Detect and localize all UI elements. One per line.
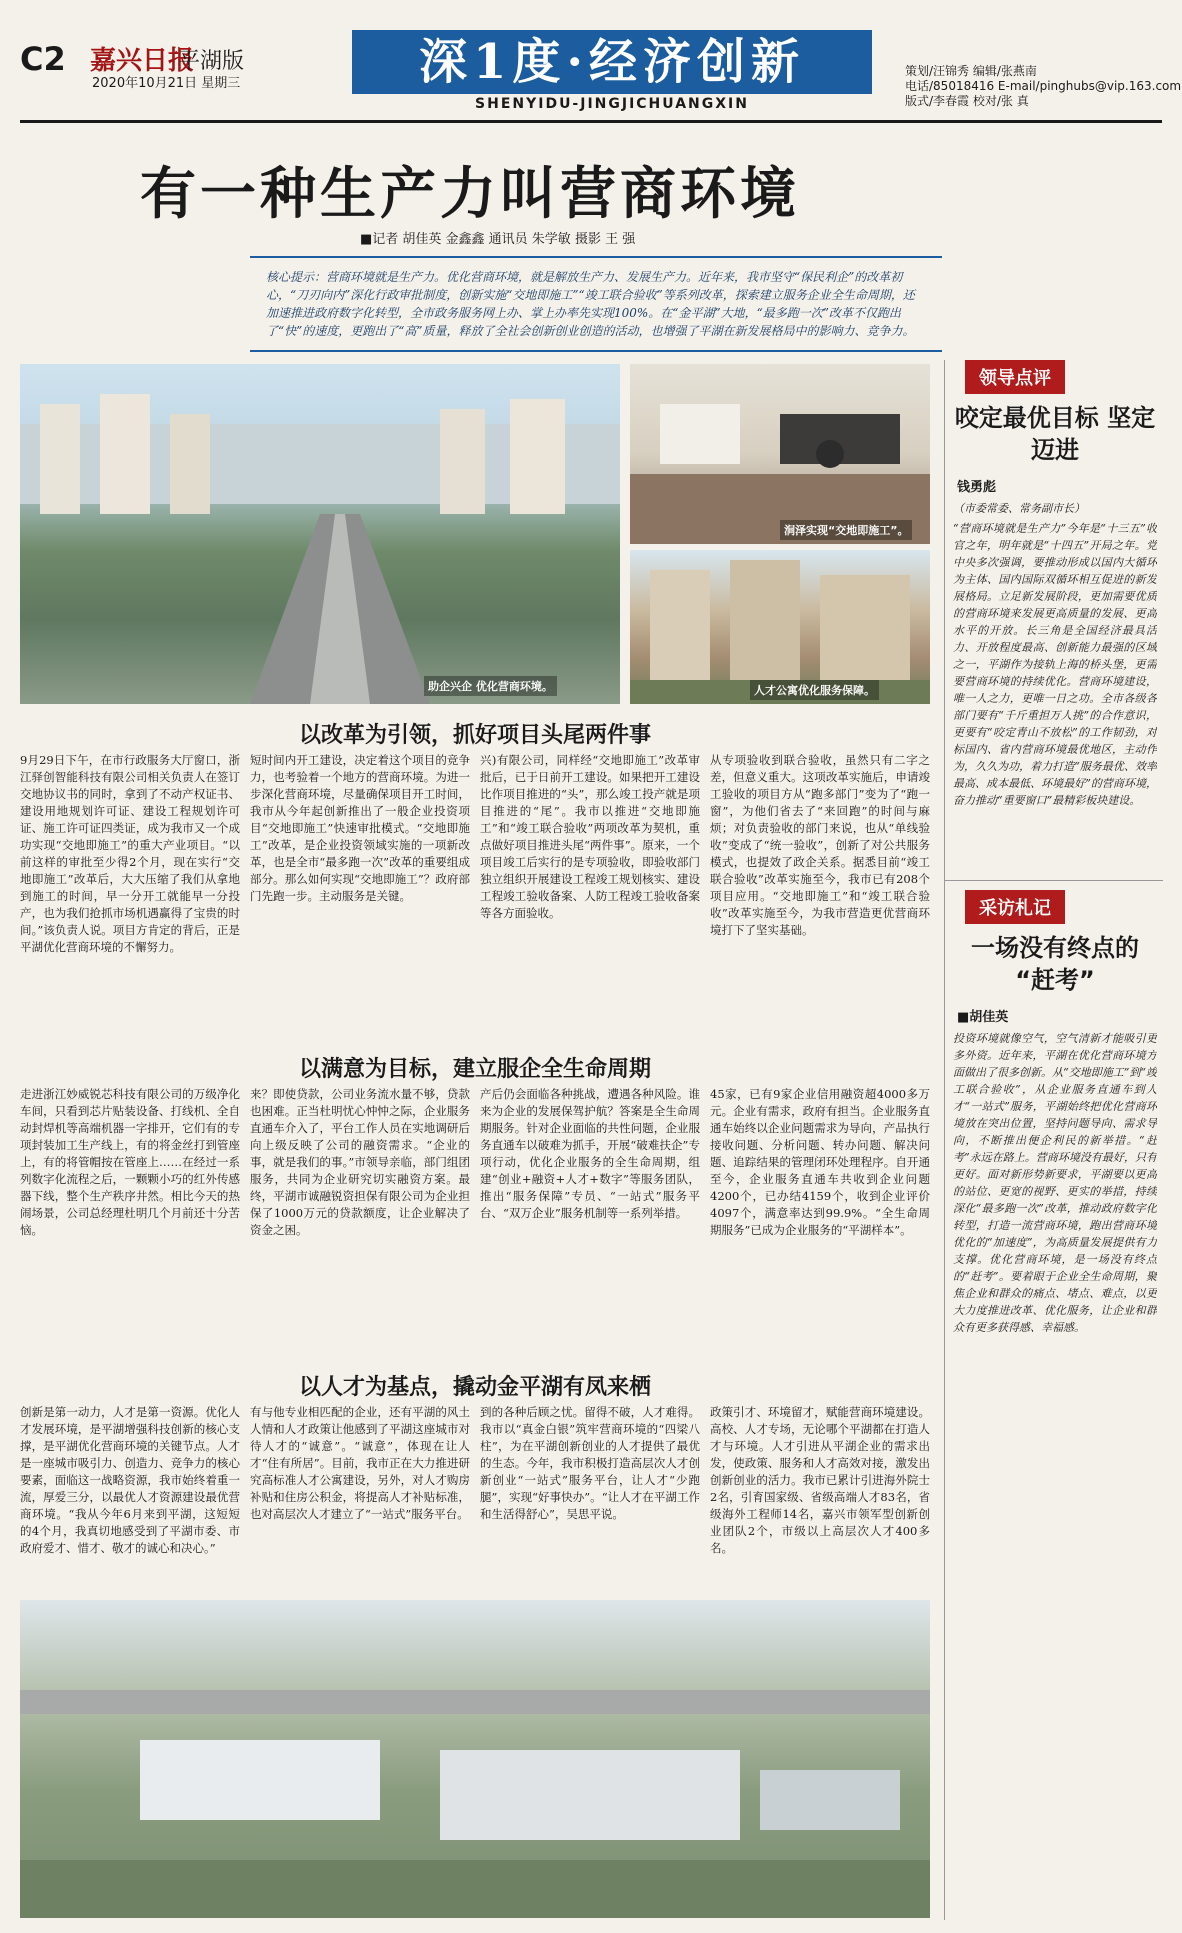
sidebar-divider [945,880,1163,881]
article-column: 产后仍会面临各种挑战，遭遇各种风险。谁来为企业的发展保驾护航？答案是全生命周期服务。针对企业面临的共性问题，企业服务直通车以破难为抓手，开展“破难扶企”专项行动，优化企业服务的全生命周期，组建“创业+融资+人才+数字”等服务团队，推出“服务保障”专员、“一站式”服务平台、“双万企业”服务机制等一系列举措。 [480,1087,700,1220]
sidebar-tag-comment: 领导点评 [965,360,1065,394]
article-column: 走进浙江妙威锐芯科技有限公司的万级净化车间，只看到芯片贴装设备、打线机、全自动封焊机等高端机器一字排开，它们有的专项封装加工生产线上，有的将金丝打到管座上，有的将管帽按在管座上……在经过一系列数字化流程之后，一颗颗小巧的红外传感器下线，整个生产秩序井然。相比今天的热闹场景，公司总经理杜明几个月前还十分苦恼。 [20,1087,240,1237]
article-byline: ■记者 胡佳英 金鑫鑫 通讯员 朱学敏 摄影 王 强 [360,232,636,247]
section-banner: 深1度·经济创新 [352,30,872,94]
photo-caption: 助企兴企 优化营商环境。 [424,676,557,696]
article-column: 45家，已有9家企业信用融资超4000多万元。企业有需求，政府有担当。企业服务直通车始终以企业问题需求为导向，产品执行接收问题、分析问题、转办问题、解决问题、追踪结果的管理闭环处理程序。自开通至今，企业服务直通车共收到企业问题4200个，已办结4159个，收到企业评价4097个，满意率达到99.9%。“全生命周期服务”已成为企业服务的“平湖样本”。 [710,1087,930,1237]
sidebar-headline: 一场没有终点的 “赶考” [971,934,1139,994]
sidebar [944,360,1163,1920]
sidebar-tag-notes: 采访札记 [965,890,1065,924]
editorial-credits [905,64,1181,109]
article-column: 有与他专业相匹配的企业，还有平湖的风土人情和人才政策让他感到了平湖这座城市对待人才的“诚意”。“诚意”，体现在让人才“住有所居”。目前，我市正在大力推进研究高标准人才公寓建设，另外，对人才购房补贴和住房公积金，将提高人才补贴标准，也对高层次人才建立了“一站式”服务平台。 [250,1405,470,1521]
sidebar-text: 投资环境就像空气，空气清新才能吸引更多外资。近年来，平湖在优化营商环境方面做出了很多创新。从“交地即施工”到“竣工联合验收”，从企业服务直通车到人才“一站式”服务，平湖始终把优化营商环境放在突出位置，坚持问题导向、需求导向，不断推出便企利民的新举措。“赶考”永远在路上。营商环境没有最好，只有更好。面对新形势新要求，平湖要以更高的站位、更宽的视野、更实的举措，持续深化“最多跑一次”改革，推动政府数字化转型，打造一流营商环境，跑出营商环境优化的“加速度”，为高质量发展提供有力支撑。优化营商环境，是一场没有终点的“赶考”。要着眼于企业全生命周期，聚焦企业和群众的痛点、堵点、难点，以更大力度推进改革、优化服务，让企业和群众有更多获得感、幸福感。 [953,1032,1157,1334]
article-column: 兴)有限公司，同样经“交地即施工”改革审批后，已于日前开工建设。如果把开工建设比作项目推进的“头”，那么竣工投产就是项目推进的“尾”。我市以推进“交地即施工”和“竣工联合验收”两项改革为契机，重点做好项目推进头尾“两件事”。原来，一个项目竣工后实行的是专项验收，即验收部门独立组织开展建设工程竣工规划核实、建设工程竣工验收备案、人防工程竣工验收备案等各方面验收。 [480,753,700,920]
photo-caption: 涧泽实现“交地即施工”。 [780,520,912,540]
masthead [0,0,1182,118]
sidebar-author: 钱勇彪 [957,480,997,495]
edition-name: 平湖版 [178,49,245,74]
section-title: 以满意为目标，建立服企全生命周期 [298,1057,651,1082]
section-pinyin: SHENYIDU-JINGJICHUANGXIN [475,96,749,112]
article-column: 创新是第一动力，人才是第一资源。优化人才发展环境，是平湖增强科技创新的核心支撑，是平湖优化营商环境的关键节点。人才是一座城市吸引力、创造力、竞争力的核心要素，面临这一战略资源，我市始终着重一流，厚爱三分，以最优人才资源建设最优营商环境。“我从今年6月来到平湖，这短短的4个月，我真切地感受到了平湖市委、市政府爱才、惜才、敬才的诚心和决心。” [20,1405,240,1555]
sidebar-role: （市委常委、常务副市长） [953,502,1085,515]
sidebar-headline: 咬定最优目标 坚定迈进 [954,404,1156,464]
credits-line: 电话/85018416 E-mail/pinghubs@vip.163.com [905,79,1182,93]
park-illustration [20,1600,930,1918]
article-column: 到的各种后顾之忧。留得不破，人才难得。我市以“真金白银”筑牢营商环境的“四梁八柱”，为在平湖创新创业的人才提供了最优的生态。今年，我市积极打造高层次人才创新创业“一站式”服务平台，让人才“少跑腿”，实现“好事快办”。“让人才在平湖工作和生活得舒心”，吴思平说。 [480,1405,700,1521]
masthead-rule [20,120,1162,123]
hall-illustration [630,364,930,544]
article-column: 从专项验收到联合验收，虽然只有二字之差，但意义重大。这项改革实施后，申请竣工验收的项目方从“跑多部门”变为了“跑一窗”，为他们省去了“来回跑”的时间与麻烦；对负责验收的部门来说，也从“单线验收”变成了“统一验收”，创新了对公共服务模式，也提效了政企关系。据悉目前“竣工联合验收”改革实施至今，我市已有208个项目应用。“交地即施工”和“竣工联合验收”改革实施至今，为我市营造更优营商环境打下了坚实基础。 [710,753,930,937]
article-column: 9月29日下午，在市行政服务大厅窗口，浙江驿创智能科技有限公司相关负责人在签订交地协议书的同时，拿到了不动产权证书、建设用地规划许可证、建设工程规划许可证、施工许可证四类证，成为我市又一个成功实现“交地即施工”的重大产业项目。“以前这样的审批至少得2个月，现在实行“交地即施工”改革后，大大压缩了我们从拿地到施工的时间，早一分开工就能早一分投产，也为我们抢抓市场机遇赢得了宝贵的时间。”该负责人说。项目方肯定的背后，正是平湖优化营商环境的不懈努力。 [20,753,240,954]
publication-name: 嘉兴日报 [90,46,195,76]
road-illustration [20,364,620,704]
photo-talent-apartments [630,550,930,704]
section-title: 以改革为引领，抓好项目头尾两件事 [298,723,651,748]
article-summary: 核心提示：营商环境就是生产力。优化营商环境，就是解放生产力、发展生产力。近年来，我市坚守“保民利企”的改革初心，“刀刃向内”深化行政审批制度，创新实施“交地即施工”“竣工联合验收”等系列改革，探索建立服务企业全生命周期，还加速推进政府数字化转型，全市政务服务网上办、掌上办率先实现100%。在“金平湖”大地，“最多跑一次”改革不仅跑出了“快”的速度，更跑出了“高”质量，释放了全社会创新创业创造的活动，也增强了平湖在新发展格局中的影响力、竞争力。 [250,256,942,352]
credits-line: 版式/李春霞 校对/张 真 [905,94,1029,108]
photo-elevated-road [20,364,620,704]
page-number: C2 [20,40,66,78]
article-headline: 有一种生产力叫营商环境 [140,162,800,227]
photo-industrial-park [20,1600,930,1918]
issue-date: 2020年10月21日 星期三 [92,76,241,91]
article-column: 政策引才、环境留才，赋能营商环境建设。高校、人才专场，无论哪个平湖都在打造人才与环境。人才引进从平湖企业的需求出发，使政策、服务和人才高效对接，激发出创新创业的活力。我市已累计引进海外院士2名，引育国家级、省级高端人才83名，省级海外工程师14名，嘉兴市领军型创新创业团队2个，市级以上高层次人才400多名。 [710,1405,930,1555]
photo-caption: 人才公寓优化服务保障。 [750,680,879,700]
section-title: 以人才为基点，撬动金平湖有凤来栖 [298,1375,651,1400]
sidebar-text: “营商环境就是生产力”今年是“十三五”收官之年，明年就是“十四五”开局之年。党中央多次强调，要推动形成以国内大循环为主体、国内国际双循环相互促进的新发展格局。立足新发展阶段，更加需要优质的营商环境来发展更高质量的发展、更高水平的开放。长三角是全国经济最具活力、开放程度最高、创新能力最强的区域之一，平湖作为接轨上海的桥头堡，更需要营商环境的持续优化。营商环境建设，唯一人之力，更唯一日之功。全市各级各部门要有“千斤重担万人挑”的合作意识，更要有“咬定青山不放松”的工作韧劲，对标国内、省内营商环境最优地区，主动作为，久久为功，着力打造“服务最优、效率最高、成本最低、环境最好”的营商环境，奋力推动“重要窗口”最精彩板块建设。 [953,522,1157,807]
sidebar-author: ■胡佳英 [957,1010,1009,1025]
photo-service-hall [630,364,930,544]
article-column: 来？即使贷款，公司业务流水量不够，贷款也困难。正当杜明忧心忡忡之际，企业服务直通车介入了，平台工作人员在实地调研后向上级反映了公司的融资需求。“企业的事，就是我们的事。”市领导亲临，部门组团服务，共同为企业研究切实融资方案。最终，平湖市诚融锐资担保有限公司为企业担保了1000万元的贷款额度，让企业解决了资金之困。 [250,1087,470,1237]
credits-line: 策划/汪锦秀 编辑/张燕南 [905,64,1037,78]
article-column: 短时间内开工建设，决定着这个项目的竞争力，也考验着一个地方的营商环境。为进一步深化营商环境，尽量确保项目开工时间，我市从今年起创新推出了一般企业投资项目“交地即施工”快速审批模式。“交地即施工”改革，是企业投资领域实施的一项新改革，也是全市“最多跑一次”改革的重要组成部分。那么如何实现“交地即施工”？政府部门先跑一步。主动服务是关键。 [250,753,470,903]
